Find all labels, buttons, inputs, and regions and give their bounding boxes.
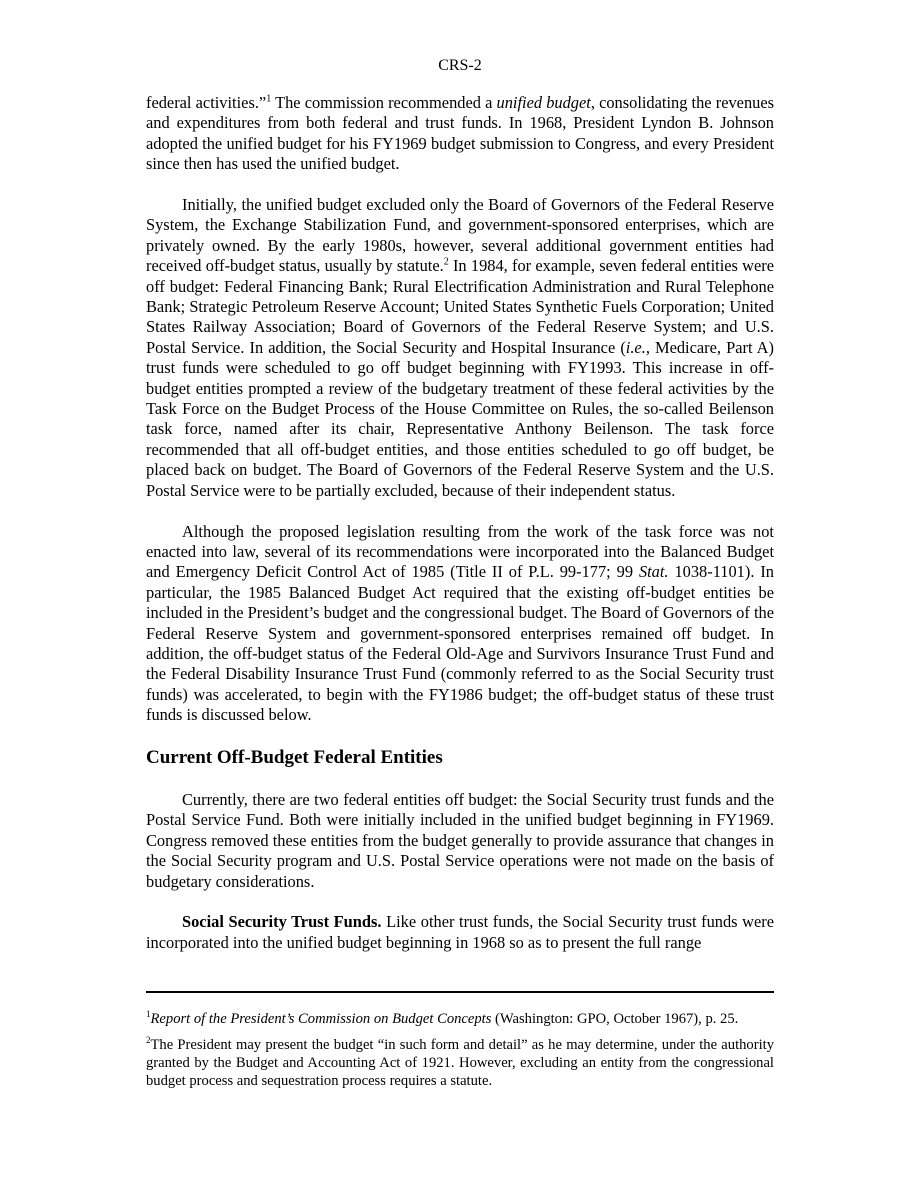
paragraph-2-text-c: , Medicare, Part A) trust funds were scheduled to go off budget beginning with FY1993. This increase in off-budget entities prompted a review of the budgetary treatment of these federal activities by the Task Force on the Budget Process of the House Committee on Rules, the so-called Beilenson task force, named after its chair, Representative Anthony Beilenson. The task force recommended that all off-budget entities, and those entities scheduled to go off budget, be placed back on budget. The Board of Governors of the Federal Reserve System and the U.S. Postal Service were to be partially excluded, because of their independent status. — [146, 337, 774, 500]
footnote-ref-2[interactable]: 2 — [443, 256, 449, 268]
page-number-header: CRS-2 — [438, 57, 482, 74]
paragraph-1 — [146, 93, 774, 175]
paragraph-4: Currently, there are two federal entities off budget: the Social Security trust funds and the Postal Service Fund. Both were initially included in the unified budget beginning in FY1969. Congress removed these entities from the budget generally to provide assurance that changes in the Social Security program and U.S. Postal Service operations were not made on the basis of budgetary considerations. — [146, 789, 774, 891]
footnote-1-title: Report of the President’s Commission on Budget Concepts — [150, 1011, 492, 1027]
paragraph-2 — [146, 195, 774, 501]
footnote-1 — [146, 1010, 774, 1028]
section-heading: Current Off-Budget Federal Entities — [146, 746, 443, 768]
paragraph-2-emphasis: i.e. — [625, 337, 646, 357]
paragraph-3-text-a: Although the proposed legislation resulting from the work of the task force was not enacted into law, several of its recommendations were incorporated into the Balanced Budget and Emergency Deficit Control Act of 1985 (Title II of P.L. 99-177; 99 — [146, 521, 774, 582]
paragraph-1-text-c: , consolidating the revenues and expenditures from both federal and trust funds. In 1968, President Lyndon B. Johnson adopted the unified budget for his FY1969 budget submission to Congress, and every President since then has used the unified budget. — [146, 93, 774, 174]
footnote-1-text: (Washington: GPO, October 1967), p. 25. — [491, 1011, 739, 1027]
footnote-2-text: The President may present the budget “in such form and detail” as he may determine, under the authority granted by the Budget and Accounting Act of 1921. However, excluding an entity from the congressional budget process and sequestration process requires a statute. — [146, 1037, 774, 1089]
footnote-2-number: 2 — [146, 1035, 151, 1046]
footnote-divider — [146, 991, 774, 993]
footnote-1-number: 1 — [146, 1009, 151, 1020]
body-text — [146, 93, 774, 974]
footnote-ref-1[interactable]: 1 — [266, 93, 272, 105]
paragraph-1-emphasis: unified budget — [496, 93, 591, 112]
run-in-heading: Social Security Trust Funds. — [182, 912, 382, 932]
paragraph-5-text: Like other trust funds, the Social Security trust funds were incorporated into the unified budget beginning in 1968 so as to present the full range — [146, 912, 775, 952]
paragraph-5 — [146, 912, 774, 953]
paragraph-3-text-b: 1038-1101). In particular, the 1985 Balanced Budget Act required that the existing off-budget entities be included in the President’s budget and the congressional budget. The Board of Governors of the Federal Reserve System and government-sponsored enterprises remained off budget. In addition, the off-budget status of the Federal Old-Age and Survivors Insurance Trust Fund and the Federal Disability Insurance Trust Fund (commonly referred to as the Social Security trust funds) was accelerated, to begin with the FY1986 budget; the off-budget status of these trust funds is discussed below. — [146, 562, 774, 725]
paragraph-1-text-b: The commission recommended a — [271, 93, 497, 112]
paragraph-3 — [146, 522, 774, 726]
paragraph-2-text-a: Initially, the unified budget excluded only the Board of Governors of the Federal Reserve System, the Exchange Stabilization Fund, and government-sponsored enterprises, which are privately owned. By the early 1980s, however, several additional government entities had received off-budget status, usually by statute. — [146, 195, 774, 276]
footnotes — [146, 1010, 774, 1098]
footnote-2 — [146, 1036, 774, 1090]
paragraph-3-emphasis: Stat. — [638, 562, 669, 582]
paragraph-2-text-b: In 1984, for example, seven federal entities were off budget: Federal Financing Bank; Rural Electrification Administration and Rural Telephone Bank; Strategic Petroleum Reserve Account; United States Synthetic Fuels Corporation; United States Railway Association; Board of Governors of the Federal Reserve System; and U.S. Postal Service. In addition, the Social Security and Hospital Insurance ( — [146, 256, 774, 357]
paragraph-1-text-a: federal activities.” — [146, 93, 267, 112]
